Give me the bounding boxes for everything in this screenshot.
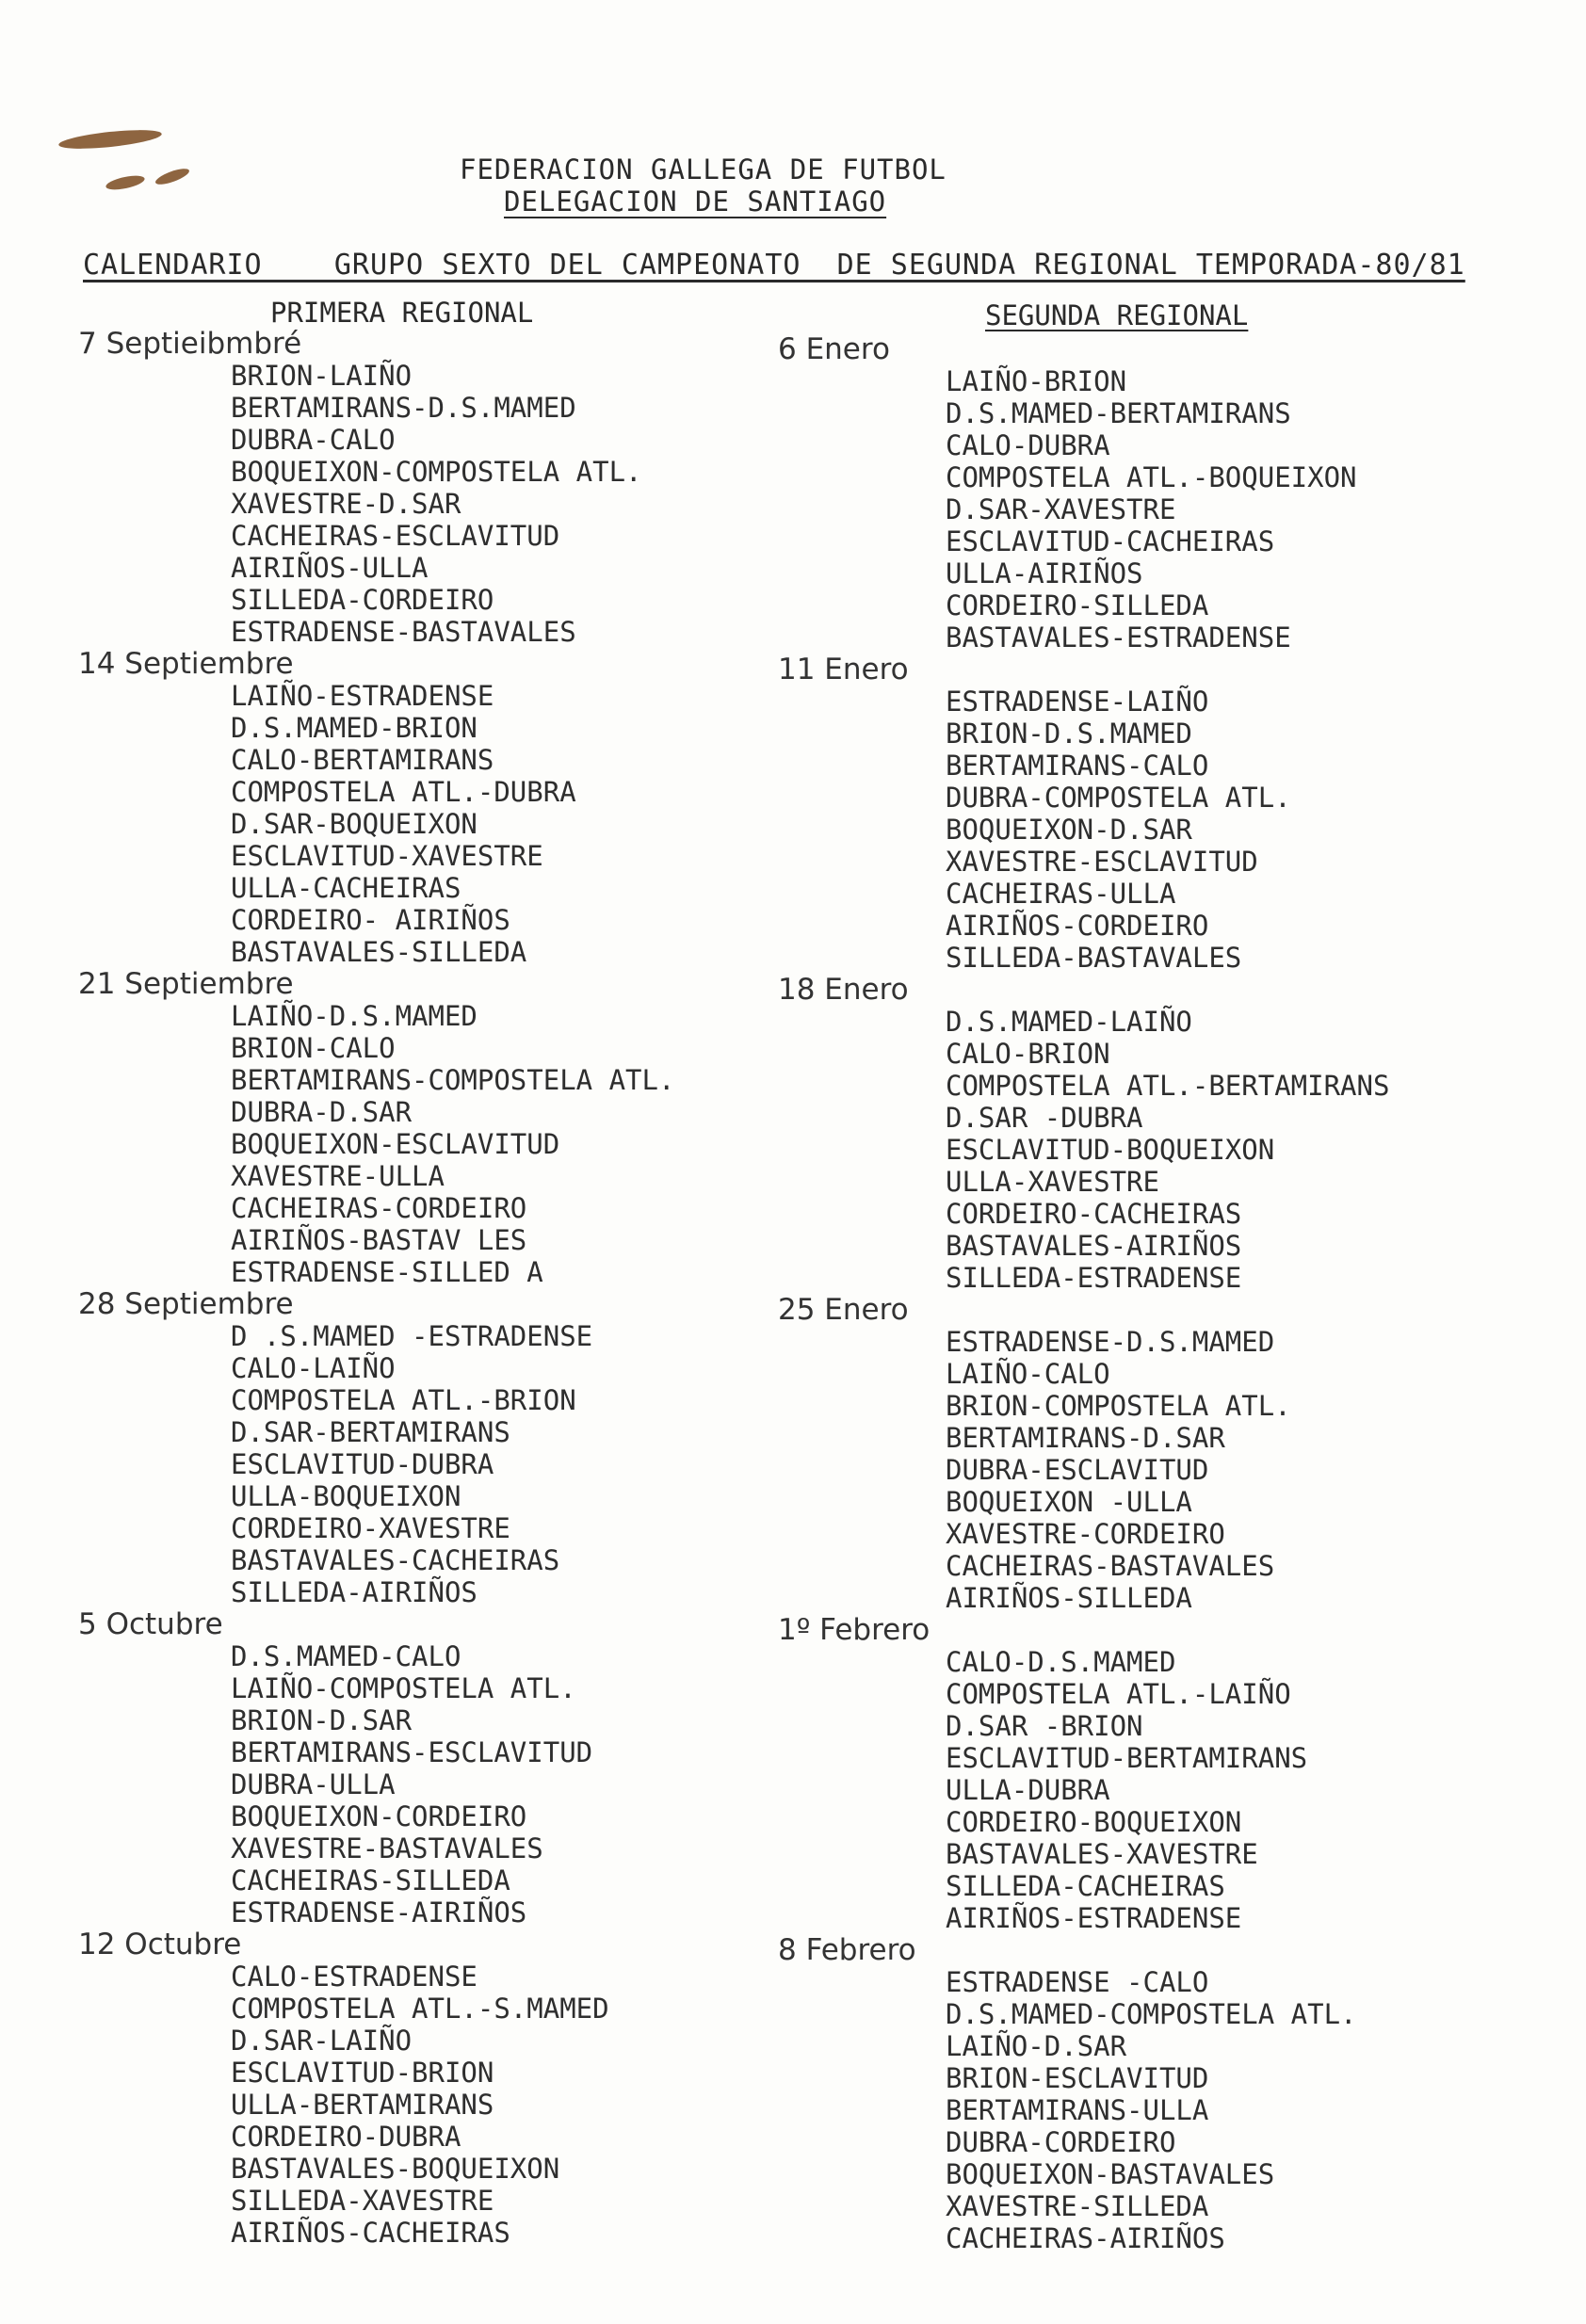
match-line: AIRIÑOS-ESTRADENSE <box>946 1902 1242 1934</box>
match-line: COMPOSTELA ATL.-S.MAMED <box>231 1993 609 2025</box>
match-line: BASTAVALES-XAVESTRE <box>946 1838 1258 1870</box>
match-line: BASTAVALES-CACHEIRAS <box>231 1544 560 1576</box>
match-line: CALO-D.S.MAMED <box>946 1646 1176 1678</box>
round-date: 8 Febrero <box>778 1933 916 1967</box>
match-line: D.S.MAMED-BRION <box>231 712 477 744</box>
match-line: D.SAR -DUBRA <box>946 1102 1143 1134</box>
match-line: ULLA-CACHEIRAS <box>231 872 461 904</box>
match-line: CACHEIRAS-SILLEDA <box>231 1864 510 1896</box>
match-line: D.S.MAMED-BERTAMIRANS <box>946 397 1291 429</box>
match-line: DUBRA-COMPOSTELA ATL. <box>946 782 1291 814</box>
match-line: BOQUEIXON-ESCLAVITUD <box>231 1128 560 1160</box>
match-line: COMPOSTELA ATL.-BRION <box>231 1384 576 1416</box>
match-line: AIRIÑOS-CACHEIRAS <box>231 2217 510 2249</box>
match-line: AIRIÑOS-CORDEIRO <box>946 910 1209 942</box>
match-line: CALO-BRION <box>946 1038 1110 1070</box>
match-line: BOQUEIXON-COMPOSTELA ATL. <box>231 456 642 488</box>
round-date: 25 Enero <box>778 1293 909 1327</box>
match-line: BASTAVALES-ESTRADENSE <box>946 621 1291 654</box>
match-line: BERTAMIRANS-D.SAR <box>946 1422 1225 1454</box>
match-line: AIRIÑOS-BASTAV LES <box>231 1224 527 1256</box>
match-line: SILLEDA-BASTAVALES <box>946 942 1242 974</box>
match-line: ESCLAVITUD-BERTAMIRANS <box>946 1742 1308 1774</box>
match-line: BERTAMIRANS-D.S.MAMED <box>231 392 576 424</box>
match-line: BRION-ESCLAVITUD <box>946 2062 1209 2094</box>
round-date: 7 Septieibmbré <box>78 327 302 361</box>
match-line: ESTRADENSE-LAIÑO <box>946 686 1209 718</box>
match-line: ESTRADENSE-SILLED A <box>231 1256 543 1288</box>
match-line: BRION-D.S.MAMED <box>946 718 1192 750</box>
match-line: ULLA-AIRIÑOS <box>946 557 1143 589</box>
match-line: CACHEIRAS-ULLA <box>946 878 1176 910</box>
match-line: ESTRADENSE-AIRIÑOS <box>231 1896 527 1929</box>
match-line: D.SAR -BRION <box>946 1710 1143 1742</box>
round-date: 5 Octubre <box>78 1607 223 1641</box>
match-line: D.S.MAMED-LAIÑO <box>946 1006 1192 1038</box>
match-line: SILLEDA-AIRIÑOS <box>231 1576 477 1608</box>
match-line: BASTAVALES-BOQUEIXON <box>231 2153 560 2185</box>
match-line: ESCLAVITUD-XAVESTRE <box>231 840 543 872</box>
match-line: LAIÑO-D.SAR <box>946 2030 1127 2062</box>
left-column-title: PRIMERA REGIONAL <box>270 297 534 329</box>
round-date: 28 Septiembre <box>78 1287 294 1321</box>
round-date: 12 Octubre <box>78 1928 242 1961</box>
match-line: D.S.MAMED-CALO <box>231 1640 461 1672</box>
match-line: BRION-D.SAR <box>231 1704 413 1736</box>
match-line: BERTAMIRANS-COMPOSTELA ATL. <box>231 1064 675 1096</box>
match-line: ESCLAVITUD-CACHEIRAS <box>946 525 1275 557</box>
match-line: XAVESTRE-SILLEDA <box>946 2190 1209 2222</box>
round-date: 11 Enero <box>778 653 909 686</box>
federation-title: FEDERACION GALLEGA DE FUTBOL <box>460 153 947 186</box>
match-line: CORDEIRO-XAVESTRE <box>231 1512 510 1544</box>
match-line: D.SAR-BOQUEIXON <box>231 808 477 840</box>
match-line: LAIÑO-BRION <box>946 365 1127 397</box>
match-line: CACHEIRAS-BASTAVALES <box>946 1550 1275 1582</box>
round-date: 1º Febrero <box>778 1613 931 1647</box>
match-line: SILLEDA-CACHEIRAS <box>946 1870 1225 1902</box>
match-line: AIRIÑOS-ULLA <box>231 552 429 584</box>
match-line: CORDEIRO-SILLEDA <box>946 589 1209 621</box>
match-line: COMPOSTELA ATL.-LAIÑO <box>946 1678 1291 1710</box>
match-line: CALO-LAIÑO <box>231 1352 396 1384</box>
match-line: CACHEIRAS-AIRIÑOS <box>946 2222 1225 2254</box>
match-line: XAVESTRE-ESCLAVITUD <box>946 846 1258 878</box>
calendar-heading: CALENDARIO GRUPO SEXTO DEL CAMPEONATO DE SEGUNDA REGIONAL TEMPORADA-80/81 <box>83 249 1465 282</box>
round-date: 6 Enero <box>778 332 890 366</box>
match-line: SILLEDA-CORDEIRO <box>231 584 494 616</box>
match-line: CACHEIRAS-CORDEIRO <box>231 1192 527 1224</box>
right-column-title: SEGUNDA REGIONAL <box>985 299 1249 331</box>
match-line: ESTRADENSE -CALO <box>946 1966 1209 1998</box>
left-schedule <box>78 328 813 2249</box>
match-line: BOQUEIXON-D.SAR <box>946 814 1192 846</box>
match-line: ULLA-BERTAMIRANS <box>231 2089 494 2121</box>
match-line: DUBRA-ULLA <box>231 1768 396 1800</box>
match-line: SILLEDA-ESTRADENSE <box>946 1262 1242 1294</box>
match-line: AIRIÑOS-SILLEDA <box>946 1582 1192 1614</box>
ink-stain <box>57 126 162 152</box>
match-line: BERTAMIRANS-CALO <box>946 750 1209 782</box>
match-line: ULLA-BOQUEIXON <box>231 1480 461 1512</box>
match-line: BOQUEIXON-BASTAVALES <box>946 2158 1275 2190</box>
match-line: D.SAR-XAVESTRE <box>946 493 1176 525</box>
match-line: BASTAVALES-SILLEDA <box>231 936 527 968</box>
match-line: ULLA-XAVESTRE <box>946 1166 1159 1198</box>
match-line: DUBRA-CALO <box>231 424 396 456</box>
match-line: COMPOSTELA ATL.-DUBRA <box>231 776 576 808</box>
match-line: BRION-CALO <box>231 1032 396 1064</box>
match-line: DUBRA-CORDEIRO <box>946 2126 1176 2158</box>
match-line: XAVESTRE-ULLA <box>231 1160 445 1192</box>
match-line: CORDEIRO-CACHEIRAS <box>946 1198 1242 1230</box>
match-line: ULLA-DUBRA <box>946 1774 1110 1806</box>
right-schedule <box>778 333 1513 2254</box>
match-line: CALO-BERTAMIRANS <box>231 744 494 776</box>
match-line: D.SAR-BERTAMIRANS <box>231 1416 510 1448</box>
match-line: LAIÑO-ESTRADENSE <box>231 680 494 712</box>
match-line: D.SAR-LAIÑO <box>231 2025 413 2057</box>
match-line: BOQUEIXON -ULLA <box>946 1486 1192 1518</box>
match-line: XAVESTRE-CORDEIRO <box>946 1518 1225 1550</box>
match-line: ESTRADENSE-BASTAVALES <box>231 616 576 648</box>
match-line: XAVESTRE-BASTAVALES <box>231 1832 543 1864</box>
match-line: BRION-LAIÑO <box>231 360 413 392</box>
match-line: D .S.MAMED -ESTRADENSE <box>231 1320 593 1352</box>
match-line: CORDEIRO-DUBRA <box>231 2121 461 2153</box>
match-line: ESCLAVITUD-DUBRA <box>231 1448 494 1480</box>
match-line: SILLEDA-XAVESTRE <box>231 2185 494 2217</box>
match-line: CORDEIRO- AIRIÑOS <box>231 904 510 936</box>
match-line: BERTAMIRANS-ULLA <box>946 2094 1209 2126</box>
match-line: CALO-DUBRA <box>946 429 1110 461</box>
ink-stain <box>105 173 146 192</box>
match-line: ESTRADENSE-D.S.MAMED <box>946 1326 1275 1358</box>
match-line: DUBRA-ESCLAVITUD <box>946 1454 1209 1486</box>
ink-stain <box>154 166 190 187</box>
match-line: ESCLAVITUD-BOQUEIXON <box>946 1134 1275 1166</box>
match-line: ESCLAVITUD-BRION <box>231 2057 494 2089</box>
match-line: BERTAMIRANS-ESCLAVITUD <box>231 1736 593 1768</box>
match-line: LAIÑO-COMPOSTELA ATL. <box>231 1672 576 1704</box>
match-line: CACHEIRAS-ESCLAVITUD <box>231 520 560 552</box>
match-line: COMPOSTELA ATL.-BOQUEIXON <box>946 461 1357 493</box>
match-line: BOQUEIXON-CORDEIRO <box>231 1800 527 1832</box>
round-date: 21 Septiembre <box>78 967 294 1001</box>
match-line: BASTAVALES-AIRIÑOS <box>946 1230 1242 1262</box>
match-line: COMPOSTELA ATL.-BERTAMIRANS <box>946 1070 1390 1102</box>
match-line: DUBRA-D.SAR <box>231 1096 413 1128</box>
match-line: LAIÑO-D.S.MAMED <box>231 1000 477 1032</box>
match-line: XAVESTRE-D.SAR <box>231 488 461 520</box>
delegation-title: DELEGACION DE SANTIAGO <box>504 186 887 218</box>
round-date: 18 Enero <box>778 973 909 1007</box>
match-line: CALO-ESTRADENSE <box>231 1961 477 1993</box>
match-line: BRION-COMPOSTELA ATL. <box>946 1390 1291 1422</box>
round-date: 14 Septiembre <box>78 647 294 681</box>
match-line: CORDEIRO-BOQUEIXON <box>946 1806 1242 1838</box>
match-line: D.S.MAMED-COMPOSTELA ATL. <box>946 1998 1357 2030</box>
match-line: LAIÑO-CALO <box>946 1358 1110 1390</box>
